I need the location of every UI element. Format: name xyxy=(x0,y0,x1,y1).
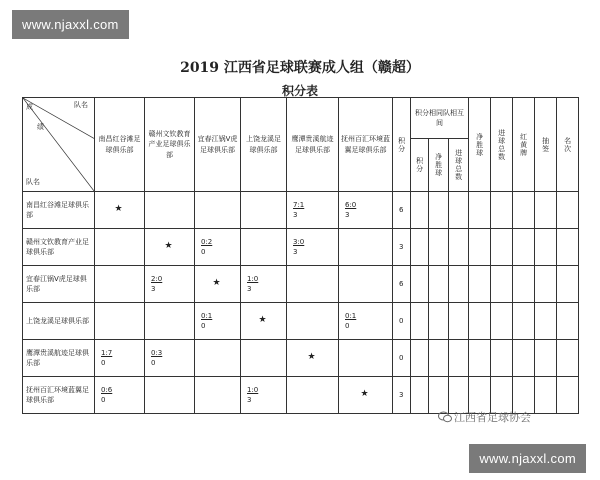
empty-stat-cell xyxy=(491,229,513,266)
col-head-tiebreak-points: 积分 xyxy=(411,139,429,192)
star-icon: ★ xyxy=(212,278,221,289)
col-head-draw: 抽签 xyxy=(535,98,557,192)
empty-stat-cell xyxy=(491,192,513,229)
table-row xyxy=(23,340,579,377)
empty-stat-cell xyxy=(513,266,535,303)
match-result-cell xyxy=(339,266,393,303)
match-points: 0 xyxy=(101,359,106,367)
match-result-cell xyxy=(95,303,145,340)
empty-stat-cell xyxy=(429,192,449,229)
empty-stat-cell xyxy=(469,303,491,340)
match-result-cell xyxy=(287,303,339,340)
empty-stat-cell xyxy=(411,340,429,377)
empty-stat-cell xyxy=(449,266,469,303)
self-match-star xyxy=(287,340,339,377)
empty-stat-cell xyxy=(513,303,535,340)
match-result-cell xyxy=(195,377,241,414)
match-result-cell xyxy=(95,229,145,266)
points-total: 3 xyxy=(393,229,411,266)
team-name: 上饶龙溪足球俱乐部 xyxy=(23,303,95,340)
match-score: 1:0 xyxy=(247,274,259,283)
self-match-star xyxy=(95,192,145,229)
empty-stat-cell xyxy=(491,266,513,303)
match-points: 3 xyxy=(293,248,298,256)
empty-stat-cell xyxy=(535,340,557,377)
table-row xyxy=(23,303,579,340)
match-score: 0:2 xyxy=(201,237,213,246)
match-result-cell xyxy=(145,303,195,340)
match-result-cell xyxy=(195,303,241,340)
col-head-team-6: 抚州百汇环境蓝翼足球俱乐部 xyxy=(339,98,393,192)
match-score: 3:0 xyxy=(293,237,305,246)
empty-stat-cell xyxy=(557,377,579,414)
empty-stat-cell xyxy=(429,340,449,377)
match-result-cell xyxy=(195,192,241,229)
points-total: 6 xyxy=(393,192,411,229)
match-score: 7:1 xyxy=(293,200,305,209)
match-points: 3 xyxy=(151,285,156,293)
match-score: 2:0 xyxy=(151,274,163,283)
empty-stat-cell xyxy=(557,192,579,229)
self-match-star xyxy=(339,377,393,414)
col-head-cards: 红黄牌 xyxy=(513,98,535,192)
empty-stat-cell xyxy=(411,266,429,303)
empty-stat-cell xyxy=(535,266,557,303)
match-result-cell xyxy=(145,192,195,229)
corner-header xyxy=(23,98,95,192)
col-head-team-3: 宜春江锅V虎足球俱乐部 xyxy=(195,98,241,192)
empty-stat-cell xyxy=(411,229,429,266)
team-name: 宜春江锅Ⅴ虎足球俱乐部 xyxy=(23,266,95,303)
col-head-rank: 名次 xyxy=(557,98,579,192)
col-head-tiebreak-gd: 净胜球 xyxy=(429,139,449,192)
team-name: 抚州百汇环境蓝翼足球俱乐部 xyxy=(23,377,95,414)
match-score: 1:7 xyxy=(101,348,113,357)
col-head-points: 积分 xyxy=(393,98,411,192)
empty-stat-cell xyxy=(513,340,535,377)
empty-stat-cell xyxy=(411,377,429,414)
team-name: 鹰潭贵溪航迹足球俱乐部 xyxy=(23,340,95,377)
team-name: 南昌红谷滩足球俱乐部 xyxy=(23,192,95,229)
match-points: 0 xyxy=(201,322,206,330)
col-head-tiebreak-gf: 进球总数 xyxy=(449,139,469,192)
association-logo xyxy=(438,409,531,425)
corner-team-row-label: 队名 xyxy=(26,177,40,186)
empty-stat-cell xyxy=(469,340,491,377)
table-row xyxy=(23,229,579,266)
self-match-star xyxy=(195,266,241,303)
empty-stat-cell xyxy=(557,340,579,377)
empty-stat-cell xyxy=(513,377,535,414)
col-head-team-1: 南昌红谷滩足球俱乐部 xyxy=(95,98,145,192)
empty-stat-cell xyxy=(535,192,557,229)
empty-stat-cell xyxy=(411,303,429,340)
empty-stat-cell xyxy=(429,303,449,340)
page-title: 2019 江西省足球联赛成人组（赣超） xyxy=(180,60,420,76)
match-result-cell xyxy=(95,340,145,377)
match-points: 3 xyxy=(293,211,298,219)
empty-stat-cell xyxy=(449,340,469,377)
empty-stat-cell xyxy=(469,229,491,266)
empty-stat-cell xyxy=(491,340,513,377)
empty-stat-cell xyxy=(513,192,535,229)
col-head-team-2: 赣州文钦教育产业足球俱乐部 xyxy=(145,98,195,192)
match-result-cell xyxy=(95,266,145,303)
self-match-star xyxy=(241,303,287,340)
points-total: 3 xyxy=(393,377,411,414)
match-result-cell xyxy=(241,192,287,229)
empty-stat-cell xyxy=(513,229,535,266)
points-total: 6 xyxy=(393,266,411,303)
col-head-tiebreak-group: 积分相同队相互间 xyxy=(411,98,469,139)
empty-stat-cell xyxy=(491,377,513,414)
empty-stat-cell xyxy=(535,377,557,414)
match-score: 0:1 xyxy=(345,311,357,320)
match-result-cell xyxy=(195,229,241,266)
col-head-goals-for: 进球总数 xyxy=(491,98,513,192)
empty-stat-cell xyxy=(449,229,469,266)
match-result-cell xyxy=(287,377,339,414)
empty-stat-cell xyxy=(449,192,469,229)
watermark-bottom: www.njaxxl.com xyxy=(469,444,586,473)
empty-stat-cell xyxy=(557,229,579,266)
match-result-cell xyxy=(339,192,393,229)
match-points: 3 xyxy=(345,211,350,219)
empty-stat-cell xyxy=(469,192,491,229)
empty-stat-cell xyxy=(429,229,449,266)
star-icon: ★ xyxy=(114,204,123,215)
star-icon: ★ xyxy=(307,352,316,363)
match-result-cell xyxy=(339,303,393,340)
table-row xyxy=(23,377,579,414)
empty-stat-cell xyxy=(491,303,513,340)
match-score: 6:0 xyxy=(345,200,357,209)
empty-stat-cell xyxy=(429,377,449,414)
match-points: 0 xyxy=(101,396,106,404)
match-points: 3 xyxy=(247,285,252,293)
watermark-top: www.njaxxl.com xyxy=(12,10,129,39)
empty-stat-cell xyxy=(411,192,429,229)
match-result-cell xyxy=(241,377,287,414)
empty-stat-cell xyxy=(449,303,469,340)
table-title: 积分表 xyxy=(281,84,318,98)
match-result-cell xyxy=(145,266,195,303)
match-result-cell xyxy=(339,229,393,266)
team-name: 赣州文钦教育产业足球俱乐部 xyxy=(23,229,95,266)
match-result-cell xyxy=(339,340,393,377)
corner-team-col-label: 队名 xyxy=(74,101,88,109)
empty-stat-cell xyxy=(557,303,579,340)
match-score: 0:3 xyxy=(151,348,163,357)
match-result-cell xyxy=(95,377,145,414)
match-result-cell xyxy=(195,340,241,377)
match-result-cell xyxy=(241,229,287,266)
match-result-cell xyxy=(241,266,287,303)
self-match-star xyxy=(145,229,195,266)
col-head-team-5: 鹰潭贵溪航迹足球俱乐部 xyxy=(287,98,339,192)
star-icon: ★ xyxy=(360,389,369,400)
table-row xyxy=(23,192,579,229)
empty-stat-cell xyxy=(535,229,557,266)
wechat-icon xyxy=(438,411,452,423)
col-head-goal-diff: 净胜球 xyxy=(469,98,491,192)
logo-text: 江西省足球协会 xyxy=(454,411,531,424)
match-points: 0 xyxy=(201,248,206,256)
match-score: 0:6 xyxy=(101,385,113,394)
match-score: 1:0 xyxy=(247,385,259,394)
empty-stat-cell xyxy=(469,266,491,303)
empty-stat-cell xyxy=(469,377,491,414)
empty-stat-cell xyxy=(557,266,579,303)
empty-stat-cell xyxy=(429,266,449,303)
col-head-team-4: 上饶龙溪足球俱乐部 xyxy=(241,98,287,192)
match-result-cell xyxy=(287,266,339,303)
match-result-cell xyxy=(287,192,339,229)
match-result-cell xyxy=(145,377,195,414)
match-points: 0 xyxy=(345,322,350,330)
match-result-cell xyxy=(287,229,339,266)
table-row xyxy=(23,266,579,303)
points-total: 0 xyxy=(393,340,411,377)
standings-table xyxy=(22,97,579,414)
match-points: 0 xyxy=(151,359,156,367)
star-icon: ★ xyxy=(164,241,173,252)
points-total: 0 xyxy=(393,303,411,340)
star-icon: ★ xyxy=(258,315,267,326)
match-result-cell xyxy=(241,340,287,377)
match-points: 3 xyxy=(247,396,252,404)
match-score: 0:1 xyxy=(201,311,213,320)
match-result-cell xyxy=(145,340,195,377)
corner-score-label: 绩 xyxy=(37,123,44,131)
empty-stat-cell xyxy=(535,303,557,340)
corner-rank-label: 成 xyxy=(26,103,33,111)
empty-stat-cell xyxy=(449,377,469,414)
